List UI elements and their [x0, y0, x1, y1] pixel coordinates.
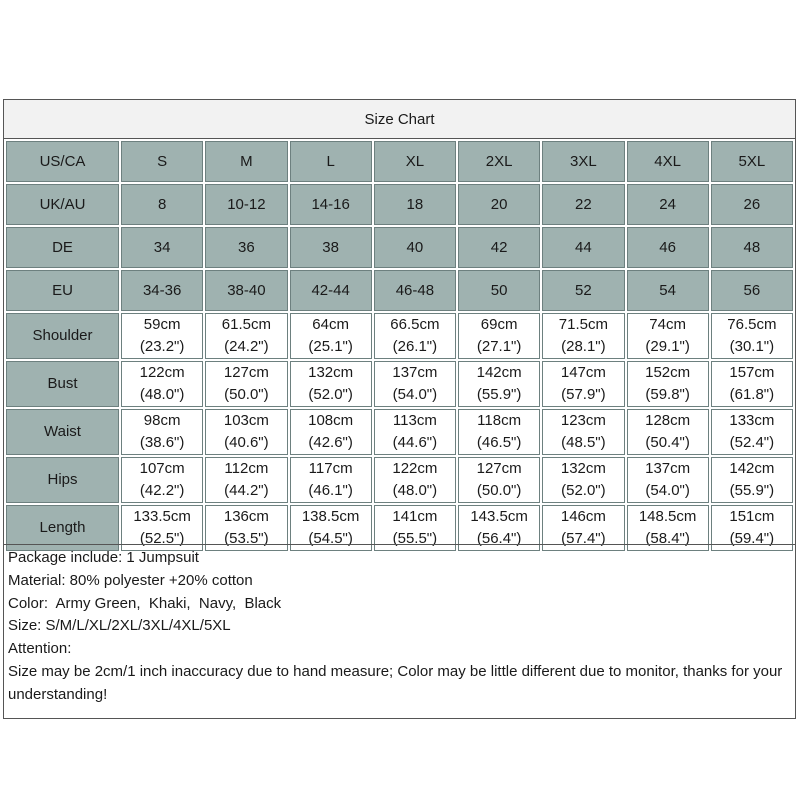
size-cell: 26 — [711, 184, 793, 225]
size-cell: 52 — [542, 270, 624, 311]
note-material: Material: 80% polyester +20% cotton — [8, 571, 253, 589]
product-notes — [4, 544, 795, 718]
measurement-cell — [374, 313, 456, 359]
measurement-cell — [711, 313, 793, 359]
size-cell: 2XL — [458, 141, 540, 182]
size-conversion-row — [6, 227, 793, 268]
size-conversion-row — [6, 184, 793, 225]
measurement-row — [6, 361, 793, 407]
size-cell: L — [290, 141, 372, 182]
size-cell: 10-12 — [205, 184, 287, 225]
measurement-inch: (42.6") — [308, 434, 353, 451]
measurement-cm: 142cm — [476, 364, 522, 381]
measurement-cell — [374, 361, 456, 407]
measurement-cell — [458, 409, 540, 455]
measurement-cell — [290, 361, 372, 407]
note-package: Package include: 1 Jumpsuit — [8, 549, 199, 566]
size-cell: 20 — [458, 184, 540, 225]
size-cell: 48 — [711, 227, 793, 268]
size-cell: 18 — [374, 184, 456, 225]
size-cell: 14-16 — [290, 184, 372, 225]
measurement-cell — [542, 313, 624, 359]
measurement-cm: 61.5cm — [221, 316, 271, 333]
measurement-inch: (23.2") — [139, 338, 185, 355]
size-cell: 3XL — [542, 141, 624, 182]
measurement-cm: 127cm — [476, 460, 522, 477]
measurement-cm: 123cm — [560, 412, 606, 429]
measurement-inch: (59.4") — [729, 530, 775, 547]
size-cell: 24 — [627, 184, 709, 225]
measurement-cell — [205, 409, 287, 455]
measurement-inch: (48.5") — [561, 434, 606, 451]
size-cell: 8 — [121, 184, 203, 225]
measurement-cell — [711, 457, 793, 503]
measurement-cell — [627, 457, 709, 503]
measurement-inch: (61.8") — [729, 386, 775, 403]
measurement-cm: 117cm — [308, 460, 353, 477]
size-cell: M — [205, 141, 287, 182]
measurement-inch: (56.4") — [476, 530, 522, 547]
measurement-inch: (46.5") — [476, 434, 522, 451]
measurement-cm: 132cm — [308, 364, 354, 381]
measurement-row — [6, 409, 793, 455]
size-cell: 54 — [627, 270, 709, 311]
measurement-cell — [542, 457, 624, 503]
measurement-cell — [290, 313, 372, 359]
measurement-inch: (48.0") — [392, 482, 438, 499]
measurement-cm: 146cm — [560, 508, 606, 525]
measurement-inch: (52.0") — [561, 482, 606, 499]
measurement-inch: (50.0") — [224, 386, 269, 403]
measurement-cell — [711, 361, 793, 407]
row-label: EU — [6, 270, 119, 311]
measurement-inch: (27.1") — [476, 338, 522, 355]
measurement-inch: (55.9") — [729, 482, 775, 499]
size-cell: 42 — [458, 227, 540, 268]
row-label: DE — [6, 227, 119, 268]
size-cell: 38 — [290, 227, 372, 268]
size-cell: 38-40 — [205, 270, 287, 311]
measurement-cm: 103cm — [223, 412, 269, 429]
measurement-cm: 157cm — [729, 364, 775, 381]
measurement-cm: 147cm — [560, 364, 606, 381]
measurement-cm: 98cm — [143, 412, 181, 429]
measurement-cell — [121, 457, 203, 503]
measurement-inch: (54.0") — [392, 386, 438, 403]
measurement-cm: 133.5cm — [133, 508, 191, 525]
measurement-cell — [627, 313, 709, 359]
measurement-inch: (48.0") — [139, 386, 185, 403]
size-cell: 40 — [374, 227, 456, 268]
measurement-cell — [627, 361, 709, 407]
measurement-cell — [458, 457, 540, 503]
measurement-inch: (52.0") — [308, 386, 353, 403]
size-cell: 42-44 — [290, 270, 372, 311]
measurement-inch: (57.9") — [561, 386, 606, 403]
measurement-cell — [458, 313, 540, 359]
measurement-cm: 132cm — [560, 460, 606, 477]
row-label: UK/AU — [6, 184, 119, 225]
measurement-cell — [374, 457, 456, 503]
measurement-cm: 66.5cm — [390, 316, 440, 333]
measurement-inch: (38.6") — [139, 434, 185, 451]
size-cell: 46-48 — [374, 270, 456, 311]
measurement-cm: 107cm — [139, 460, 185, 477]
measurement-cm: 141cm — [392, 508, 438, 525]
measurement-cell — [121, 313, 203, 359]
size-cell: 34-36 — [121, 270, 203, 311]
measurement-cm: 128cm — [645, 412, 691, 429]
note-attention: Attention: — [8, 640, 72, 658]
measurement-cell — [711, 409, 793, 455]
measurement-cell — [374, 409, 456, 455]
measurement-cm: 142cm — [729, 460, 775, 477]
measurement-cm: 122cm — [139, 364, 185, 381]
measurement-cm: 127cm — [223, 364, 269, 381]
size-cell: 4XL — [627, 141, 709, 182]
size-cell: 56 — [711, 270, 793, 311]
measurement-cm: 71.5cm — [558, 316, 608, 333]
measurement-cell — [205, 313, 287, 359]
measurement-inch: (42.2") — [139, 482, 185, 499]
measurement-cm: 74cm — [649, 316, 686, 333]
measurement-cm: 76.5cm — [727, 316, 777, 333]
row-label: Bust — [6, 361, 119, 407]
measurement-inch: (29.1") — [645, 338, 690, 355]
measurement-cm: 143.5cm — [470, 508, 528, 525]
measurement-inch: (44.6") — [392, 434, 438, 451]
measurement-inch: (44.2") — [224, 482, 269, 499]
measurement-cm: 108cm — [308, 412, 354, 429]
measurement-inch: (46.1") — [308, 482, 353, 499]
measurement-cell — [627, 409, 709, 455]
measurement-row — [6, 313, 793, 359]
size-chart-table — [4, 139, 795, 553]
row-label: Shoulder — [6, 313, 119, 359]
measurement-cell — [542, 361, 624, 407]
measurement-inch: (40.6") — [224, 434, 269, 451]
measurement-inch: (57.4") — [561, 530, 606, 547]
size-chart-title: Size Chart — [4, 100, 795, 139]
measurement-row — [6, 457, 793, 503]
measurement-cell — [290, 457, 372, 503]
row-label: Hips — [6, 457, 119, 503]
measurement-inch: (28.1") — [561, 338, 606, 355]
size-cell: 46 — [627, 227, 709, 268]
row-label: Waist — [6, 409, 119, 455]
measurement-cell — [121, 361, 203, 407]
measurement-inch: (54.0") — [645, 482, 690, 499]
measurement-cm: 118cm — [477, 412, 522, 429]
measurement-cm: 59cm — [143, 316, 181, 333]
size-cell: 44 — [542, 227, 624, 268]
measurement-cm: 112cm — [224, 460, 269, 477]
measurement-cm: 152cm — [645, 364, 691, 381]
note-color: Color: Army Green, Khaki, Navy, Black — [8, 594, 282, 612]
measurement-cell — [121, 409, 203, 455]
measurement-cm: 133cm — [729, 412, 775, 429]
measurement-inch: (26.1") — [392, 338, 438, 355]
measurement-inch: (54.5") — [308, 530, 353, 547]
size-cell: 5XL — [711, 141, 793, 182]
measurement-cell — [542, 409, 624, 455]
measurement-inch: (52.5") — [139, 530, 185, 547]
size-cell: S — [121, 141, 203, 182]
measurement-cm: 122cm — [392, 460, 438, 477]
measurement-inch: (59.8") — [645, 386, 690, 403]
measurement-cm: 137cm — [645, 460, 691, 477]
size-cell: 22 — [542, 184, 624, 225]
measurement-inch: (25.1") — [308, 338, 353, 355]
measurement-cm: 148.5cm — [638, 508, 697, 525]
size-conversion-row — [6, 270, 793, 311]
size-cell: 50 — [458, 270, 540, 311]
measurement-inch: (50.0") — [476, 482, 522, 499]
measurement-cell — [205, 457, 287, 503]
measurement-cell — [290, 409, 372, 455]
measurement-cm: 69cm — [480, 316, 518, 333]
row-label: Length — [6, 505, 119, 551]
size-chart-sheet — [3, 99, 796, 719]
measurement-inch: (50.4") — [645, 434, 690, 451]
note-size: Size: S/M/L/XL/2XL/3XL/4XL/5XL — [8, 617, 231, 635]
measurement-cell — [205, 361, 287, 407]
measurement-inch: (55.9") — [476, 386, 522, 403]
row-label: US/CA — [6, 141, 119, 182]
size-conversion-row — [6, 141, 793, 182]
note-disclaimer: Size may be 2cm/1 inch inaccuracy due to hand measure; Color may be little different due to monitor, thanks for your understanding! — [8, 662, 783, 703]
measurement-inch: (58.4") — [645, 530, 690, 547]
measurement-inch: (53.5") — [224, 530, 269, 547]
size-cell: 34 — [121, 227, 203, 268]
measurement-inch: (55.5") — [392, 530, 438, 547]
measurement-inch: (52.4") — [729, 434, 775, 451]
measurement-cell — [458, 361, 540, 407]
size-cell: XL — [374, 141, 456, 182]
measurement-cm: 138.5cm — [301, 508, 360, 525]
measurement-cm: 136cm — [223, 508, 269, 525]
measurement-inch: (30.1") — [729, 338, 775, 355]
size-cell: 36 — [205, 227, 287, 268]
measurement-cm: 113cm — [392, 412, 437, 429]
measurement-inch: (24.2") — [224, 338, 269, 355]
measurement-cm: 64cm — [312, 316, 349, 333]
measurement-cm: 137cm — [392, 364, 438, 381]
measurement-cm: 151cm — [729, 508, 775, 525]
